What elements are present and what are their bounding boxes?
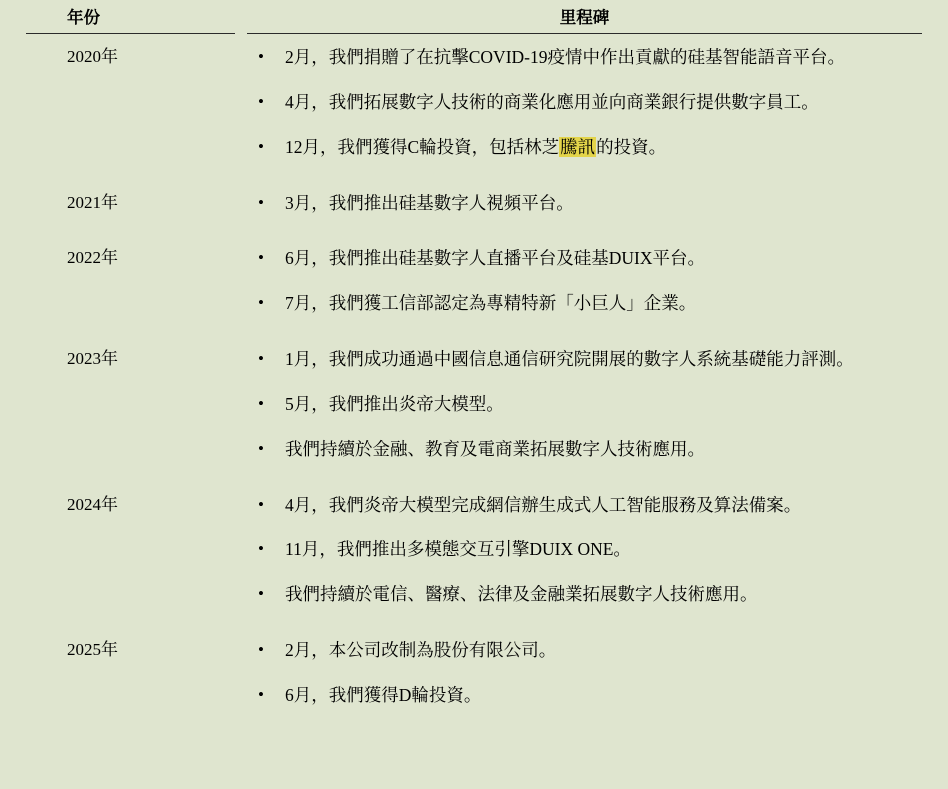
milestone-text: 3月，我們推出硅基數字人視頻平台。 (285, 192, 574, 213)
spacer (67, 627, 241, 638)
table-row (26, 235, 922, 336)
year-label: 2022年 (67, 248, 118, 268)
milestone-text: 2月，我們捐贈了在抗擊COVID-19疫情中作出貢獻的硅基智能語音平台。 (285, 47, 845, 67)
table-row (26, 180, 922, 236)
year-label: 2025年 (67, 640, 118, 660)
bullet-icon: • (258, 438, 264, 458)
bullet-icon: • (258, 91, 264, 111)
milestone-cell (241, 34, 922, 180)
column-header-year (26, 0, 241, 34)
column-header-year-label: 年份 (67, 8, 100, 27)
spacer (67, 482, 241, 493)
table-row (26, 336, 922, 482)
column-header-milestone (241, 0, 922, 34)
year-cell (26, 180, 241, 236)
spacer (241, 627, 922, 638)
table-row (26, 627, 922, 728)
milestone-text: 2月，本公司改制為股份有限公司。 (285, 640, 557, 661)
milestone-cell (241, 482, 922, 628)
bullet-icon: • (258, 584, 264, 604)
milestone-cell (241, 235, 922, 336)
spacer (67, 180, 241, 191)
milestone-text: 4月，我們拓展數字人技術的商業化應用並向商業銀行提供數字員工。 (285, 91, 819, 112)
spacer (67, 336, 241, 347)
milestone-text: 1月，我們成功通過中國信息通信研究院開展的數字人系統基礎能力評測。 (285, 349, 854, 370)
bullet-icon: • (258, 349, 264, 369)
milestone-bullet (241, 582, 922, 607)
table-row (26, 482, 922, 628)
milestone-text: 4月，我們炎帝大模型完成網信辦生成式人工智能服務及算法備案。 (285, 494, 802, 515)
milestone-bullet (241, 291, 922, 316)
bullet-icon: • (258, 393, 264, 413)
bullet-icon: • (258, 248, 264, 268)
milestone-bullet (241, 437, 922, 462)
bullet-icon: • (258, 640, 264, 660)
bullet-icon: • (258, 192, 264, 212)
bullet-icon: • (258, 47, 264, 66)
bullet-icon: • (258, 684, 264, 704)
milestone-bullet (241, 392, 922, 417)
milestone-text: 我們持續於電信、醫療、法律及金融業拓展數字人技術應用。 (285, 584, 758, 605)
milestone-text: 11月，我們推出多模態交互引擎DUIX ONE。 (285, 539, 631, 560)
year-cell (26, 482, 241, 628)
milestone-bullet (241, 45, 922, 70)
table-body (26, 34, 922, 728)
spacer (67, 34, 241, 45)
year-cell (26, 235, 241, 336)
table-header (26, 0, 922, 34)
milestone-text: 6月，我們推出硅基數字人直播平台及硅基DUIX平台。 (285, 248, 705, 269)
milestone-text: 6月，我們獲得D輪投資。 (285, 684, 482, 705)
milestone-bullet (241, 638, 922, 663)
spacer (241, 482, 922, 493)
bullet-icon: • (258, 136, 264, 156)
milestone-bullet (241, 537, 922, 562)
column-header-milestone-label: 里程碑 (559, 8, 610, 27)
year-cell (26, 627, 241, 728)
year-cell (26, 336, 241, 482)
bullet-icon: • (258, 539, 264, 559)
year-label: 2023年 (67, 349, 118, 369)
highlighted-term: 騰訊 (560, 136, 596, 157)
year-label: 2024年 (67, 494, 118, 514)
milestone-text: 12月，我們獲得C輪投資，包括林芝騰訊的投資。 (285, 136, 667, 157)
milestone-text: 5月，我們推出炎帝大模型。 (285, 393, 504, 414)
milestone-bullet (241, 191, 922, 216)
table-header-row (26, 0, 922, 34)
milestone-bullet (241, 683, 922, 708)
year-cell (26, 34, 241, 180)
spacer (241, 34, 922, 45)
spacer (241, 336, 922, 347)
bullet-icon: • (258, 293, 264, 313)
spacer (241, 235, 922, 246)
milestone-bullet (241, 135, 922, 160)
milestone-bullet (241, 246, 922, 271)
milestone-bullet (241, 347, 922, 372)
milestone-cell (241, 180, 922, 236)
milestone-text: 7月，我們獲工信部認定為專精特新「小巨人」企業。 (285, 293, 697, 314)
milestone-cell (241, 627, 922, 728)
milestone-text: 我們持續於金融、教育及電商業拓展數字人技術應用。 (285, 438, 705, 459)
milestone-cell (241, 336, 922, 482)
year-label: 2020年 (67, 47, 118, 66)
spacer (241, 180, 922, 191)
milestone-bullet (241, 493, 922, 518)
bullet-icon: • (258, 494, 264, 514)
year-label: 2021年 (67, 192, 118, 212)
spacer (67, 235, 241, 246)
milestone-bullet (241, 90, 922, 115)
milestones-table (26, 0, 922, 728)
table-row (26, 34, 922, 180)
